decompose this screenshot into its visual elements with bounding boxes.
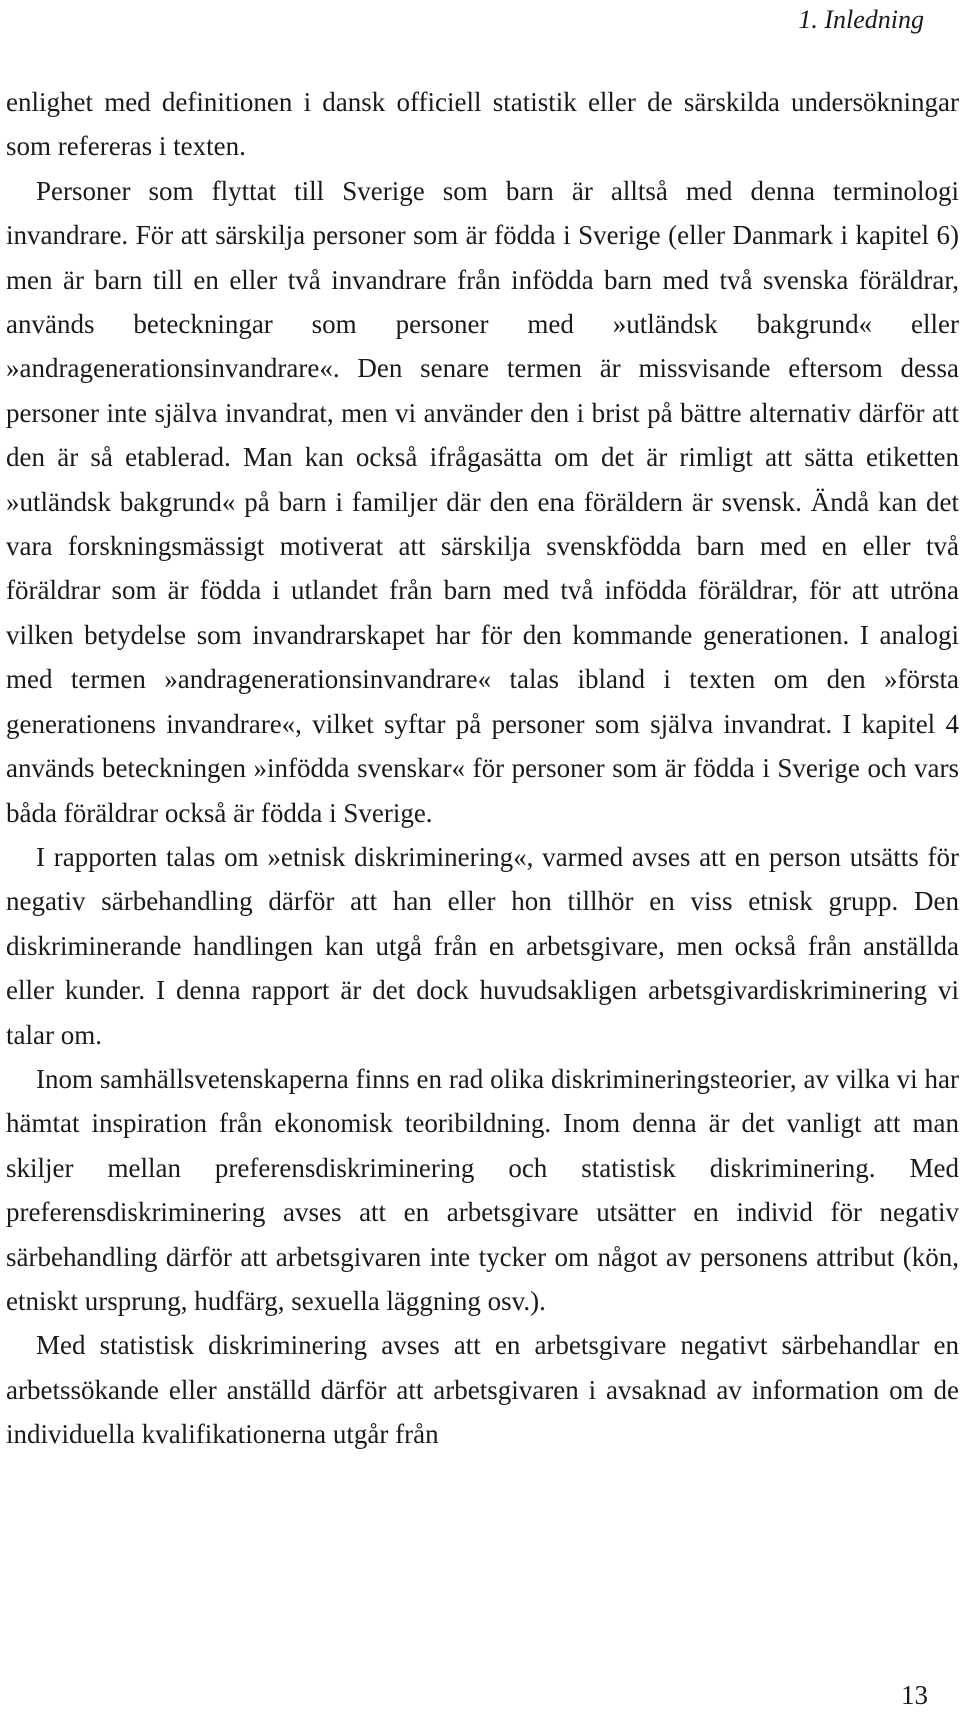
paragraph-terminology: Personer som flyttat till Sverige som barn är alltså med denna terminologi invandrare. För att särskilja personer som är födda i Sverige (eller Danmark i kapitel 6) men är barn till en eller två invandrare från infödda barn med två svenska föräldrar, används beteckningar som personer med »utländsk bakgrund« eller »andragenerationsinvandrare«. Den senare termen är missvisande eftersom dessa personer inte själva invandrat, men vi använder den i brist på bättre alternativ därför att den är så etablerad. Man kan också ifrågasätta om det är rimligt att sätta etiketten »utländsk bakgrund« på barn i familjer där den ena föräldern är svensk. Ändå kan det vara forskningsmässigt motiverat att särskilja svenskfödda barn med en eller två föräldrar som är födda i utlandet från barn med två infödda föräldrar, för att utröna vilken betydelse som invandrarskapet har för den kommande generationen. I analogi med termen »andragenerationsinvandrare« talas ibland i texten om den »första generationens invandrare«, vilket syftar på personer som själva invandrat. I kapitel 4 används beteckningen »infödda svenskar« för personer som är födda i Sverige och vars båda föräldrar också är födda i Sverige. xyxy=(6,175,959,828)
paragraph-ethnic-discrimination: I rapporten talas om »etnisk diskriminering«, varmed avses att en person utsätts för negativ särbehandling därför att han eller hon tillhör en viss etnisk grupp. Den diskriminerande handlingen kan utgå från en arbetsgivare, men också från anställda eller kunder. I denna rapport är det dock huvudsakligen arbetsgivardiskriminering vi talar om. xyxy=(6,841,959,1050)
paragraph-discrimination-theories: Inom samhällsvetenskaperna finns en rad olika diskrimineringsteorier, av vilka vi har hämtat inspiration från ekonomisk teoribildning. Inom denna är det vanligt att man skiljer mellan preferensdiskriminering och statistisk diskriminering. Med preferensdiskriminering avses att en arbetsgivare utsätter en individ för negativ särbehandling därför att arbetsgivaren inte tycker om något av personens attribut (kön, etniskt ursprung, hudfärg, sexuella läggning osv.). xyxy=(6,1063,959,1316)
paragraph-continued: enlighet med definitionen i dansk officiell statistik eller de särskilda undersökningar som refereras i texten. xyxy=(6,87,959,162)
page-number: 13 xyxy=(901,1680,928,1710)
paragraph-statistical-discrimination: Med statistisk diskriminering avses att en arbetsgivare negativt särbehandlar en arbetssökande eller anställd därför att arbetsgivaren i avsaknad av information om de individuella kvalifikationerna utgår från xyxy=(6,1330,959,1450)
running-head: 1. Inledning xyxy=(798,5,924,34)
body-text xyxy=(6,80,959,1457)
